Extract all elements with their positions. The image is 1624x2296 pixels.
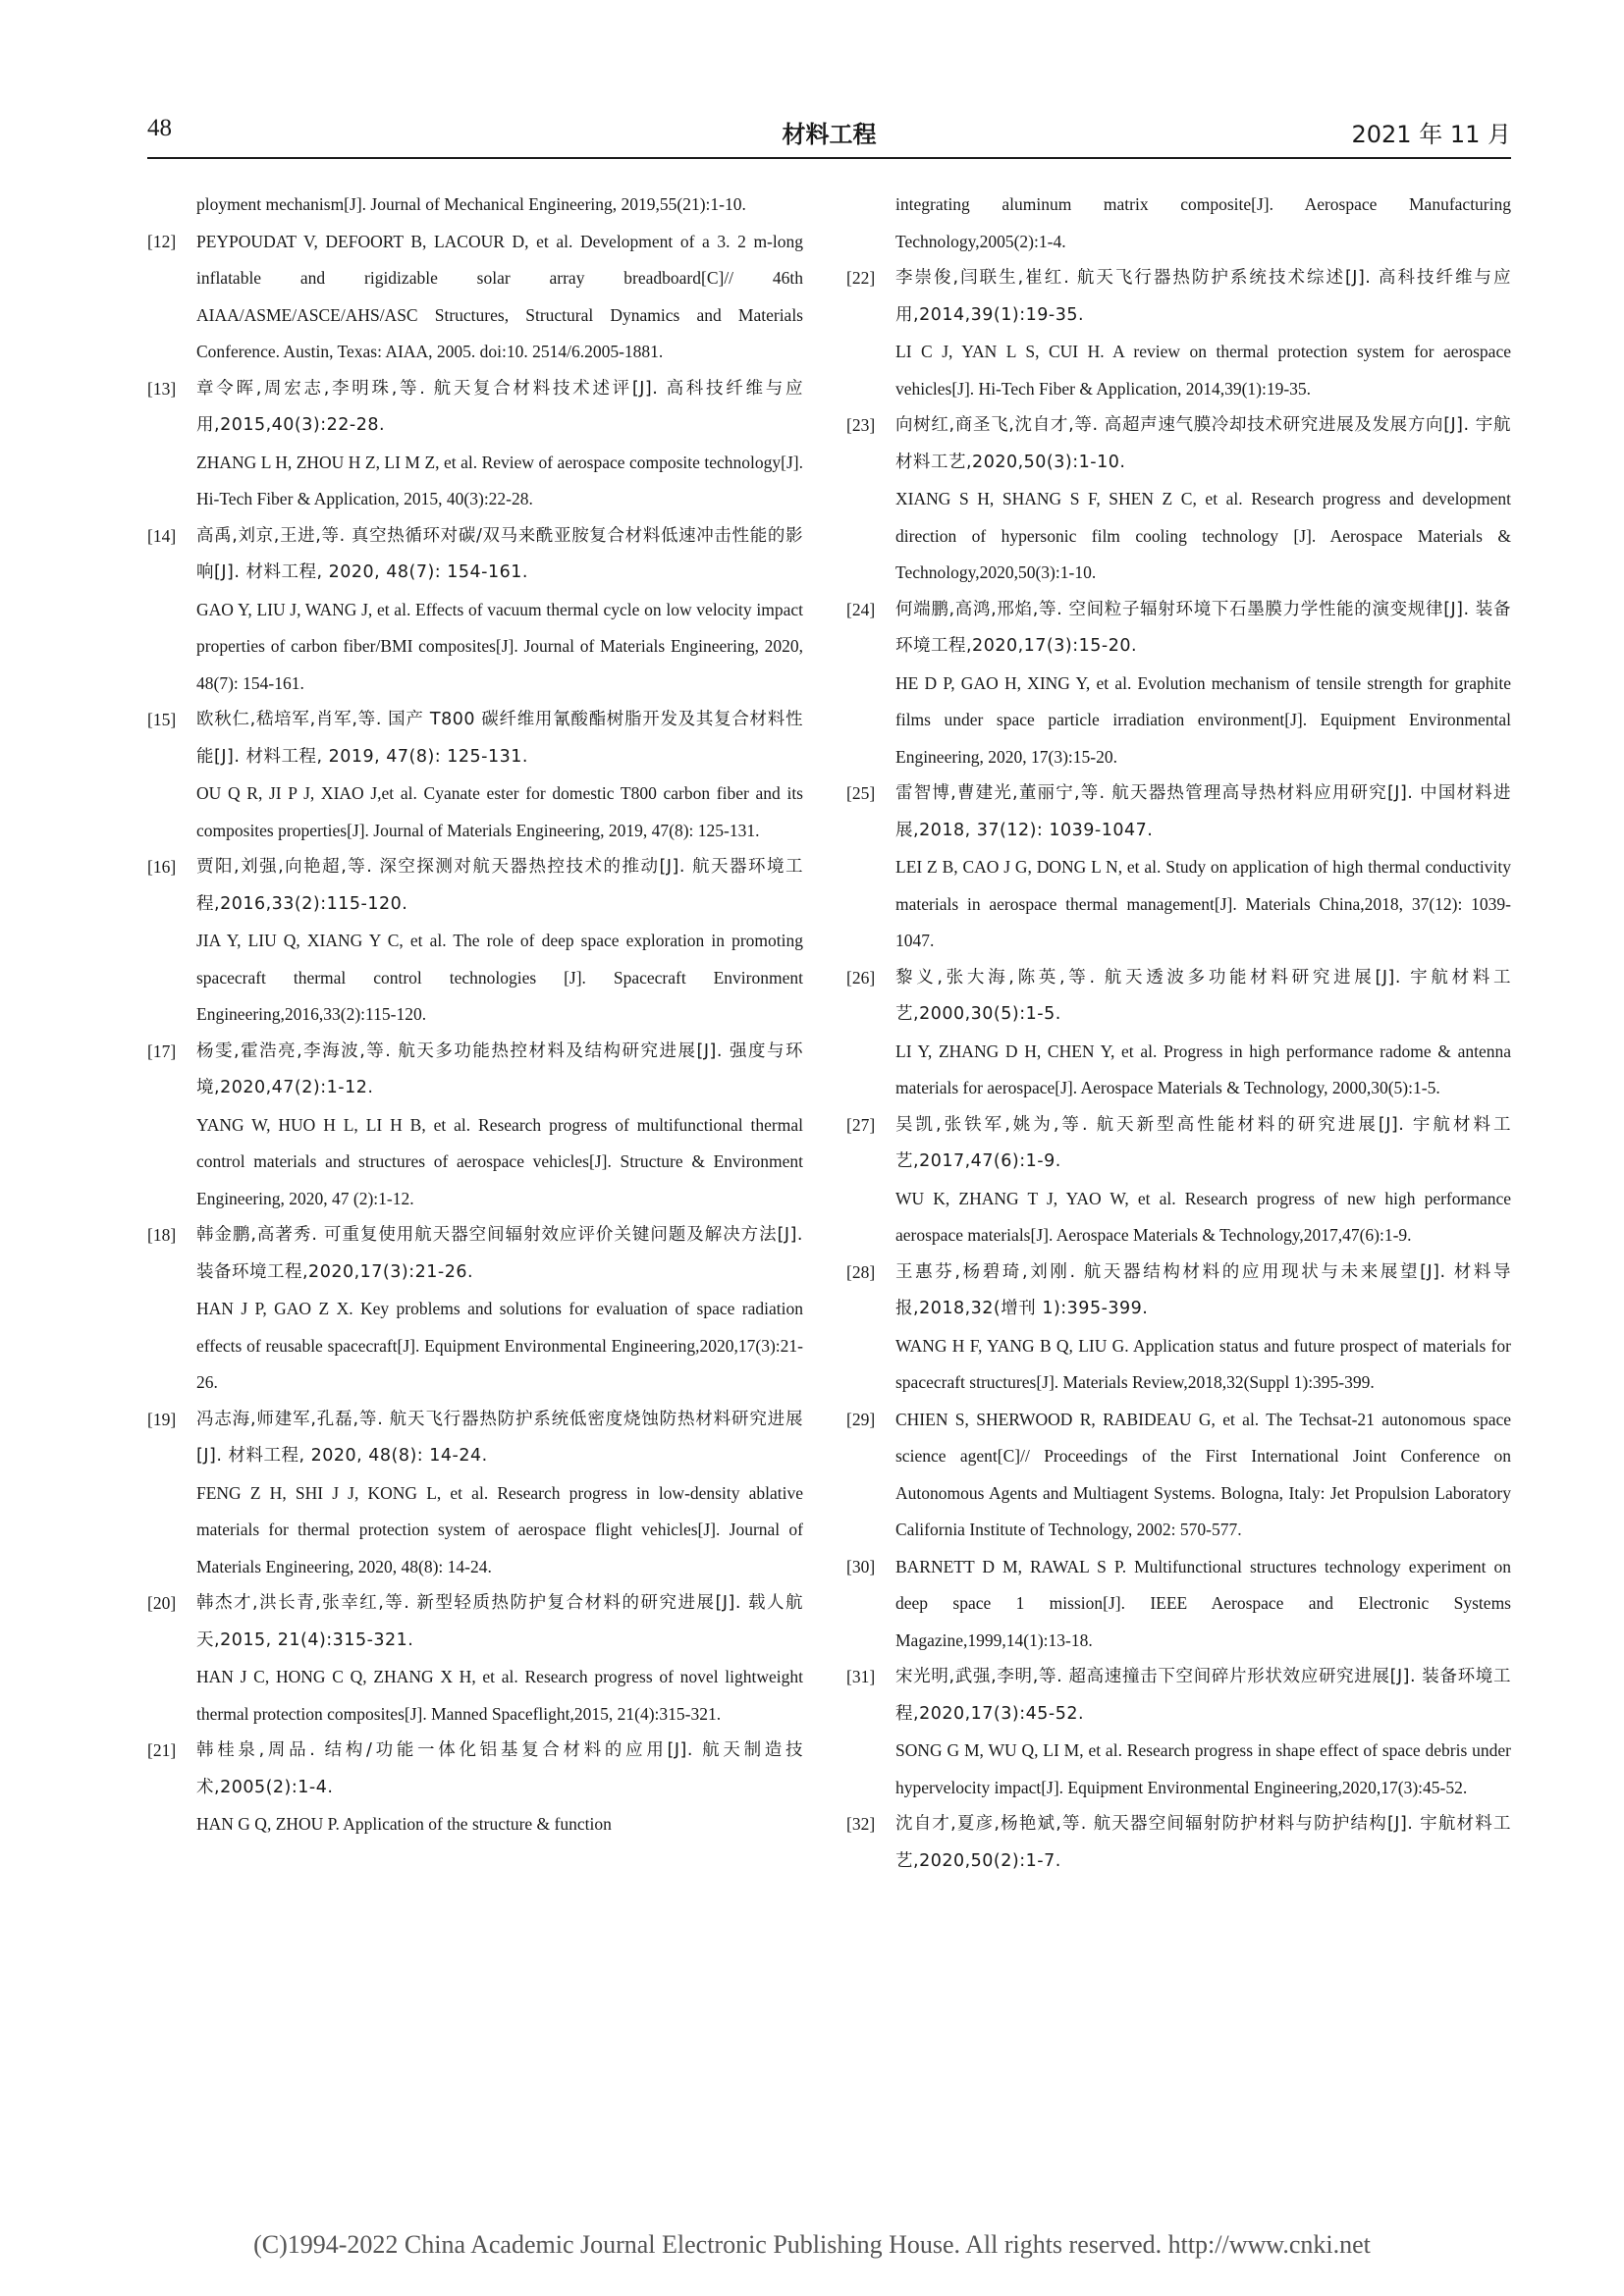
page-number: 48 xyxy=(147,115,172,141)
reference-text-chinese: 杨雯,霍浩亮,李海波,等. 航天多功能热控材料及结构研究进展[J]. 强度与环境,2020,47(2):1-12. xyxy=(196,1041,803,1097)
reference-number: [27] xyxy=(846,1114,876,1135)
reference-text-english: WU K, ZHANG T J, YAO W, et al. Research progress of new high performance aerospace materials[J]. Aerospace Materials & Technology,2017,47(6):1-9. xyxy=(895,1188,1511,1245)
page-header xyxy=(147,115,1511,154)
reference-text-chinese: 黎义,张大海,陈英,等. 航天透波多功能材料研究进展[J]. 宇航材料工艺,2000,30(5):1-5. xyxy=(895,967,1511,1024)
right-column xyxy=(846,187,1511,1880)
reference-text-chinese: 韩杰才,洪长青,张幸红,等. 新型轻质热防护复合材料的研究进展[J]. 载人航天,2015, 21(4):315-321. xyxy=(196,1593,803,1650)
reference-text-english: LI C J, YAN L S, CUI H. A review on thermal protection system for aerospace vehicles[J]. Hi-Tech Fiber & Application, 2014,39(1):19-35. xyxy=(895,342,1511,399)
reference-text-chinese: 欧秋仁,嵇培军,肖军,等. 国产 T800 碳纤维用氰酸酯树脂开发及其复合材料性能[J]. 材料工程, 2019, 47(8): 125-131. xyxy=(196,710,803,767)
reference-text-english: JIA Y, LIU Q, XIANG Y C, et al. The role of deep space exploration in promoting spacecraft thermal control technologies [J]. Spacecraft Environment Engineering,2016,33(2):115-120. xyxy=(196,931,803,1024)
reference-entry xyxy=(147,1733,803,1843)
reference-number: [31] xyxy=(846,1667,876,1686)
reference-text-chinese: 高禹,刘京,王进,等. 真空热循环对碳/双马来酰亚胺复合材料低速冲击性能的影响[J]. 材料工程, 2020, 48(7): 154-161. xyxy=(196,525,803,582)
reference-number: [15] xyxy=(147,710,177,729)
left-column xyxy=(147,187,803,1843)
reference-text-chinese: 向树红,商圣飞,沈自才,等. 高超声速气膜冷却技术研究进展及发展方向[J]. 宇航材料工艺,2020,50(3):1-10. xyxy=(895,415,1511,472)
reference-text-chinese: 王惠芬,杨碧琦,刘刚. 航天器结构材料的应用现状与未来展望[J]. 材料导报,2018,32(增刊 1):395-399. xyxy=(895,1261,1511,1318)
copyright-footer: (C)1994-2022 China Academic Journal Electronic Publishing House. All rights reserved. http://www.cnki.net xyxy=(253,2230,1371,2259)
reference-number: [32] xyxy=(846,1814,876,1834)
reference-text-chinese: 雷智博,曹建光,董丽宁,等. 航天器热管理高导热材料应用研究[J]. 中国材料进展,2018, 37(12): 1039-1047. xyxy=(895,783,1511,840)
reference-entry xyxy=(846,407,1511,592)
issue-date: 2021 年 11 月 xyxy=(1351,121,1511,148)
reference-text-english: PEYPOUDAT V, DEFOORT B, LACOUR D, et al. Development of a 3. 2 m-long inflatable and rigidizable solar array breadboard[C]// 46th AIAA/ASME/ASCE/AHS/ASC Structures, Structural Dynamics and Materials Conference. Austin, Texas: AIAA, 2005. doi:10. 2514/6.2005-1881. xyxy=(196,231,803,361)
reference-text-chinese: 贾阳,刘强,向艳超,等. 深空探测对航天器热控技术的推动[J]. 航天器环境工程,2016,33(2):115-120. xyxy=(196,857,803,914)
reference-number: [22] xyxy=(846,268,876,288)
reference-entry xyxy=(846,1402,1511,1549)
reference-text-english: HAN J P, GAO Z X. Key problems and solutions for evaluation of space radiation effects of reusable spacecraft[J]. Equipment Environmental Engineering,2020,17(3):21-26. xyxy=(196,1299,803,1392)
journal-title: 材料工程 xyxy=(782,121,877,148)
reference-text-chinese: 韩金鹏,高著秀. 可重复使用航天器空间辐射效应评价关键问题及解决方法[J]. 装备环境工程,2020,17(3):21-26. xyxy=(196,1225,803,1282)
reference-entry xyxy=(147,1585,803,1733)
reference-entry xyxy=(846,1255,1511,1402)
reference-text-chinese: 李崇俊,闫联生,崔红. 航天飞行器热防护系统技术综述[J]. 高科技纤维与应用,2014,39(1):19-35. xyxy=(895,268,1511,325)
reference-number: [14] xyxy=(147,525,177,546)
reference-entry xyxy=(846,775,1511,960)
reference-text-english: YANG W, HUO H L, LI H B, et al. Research progress of multifunctional thermal control materials and structures of aerospace vehicles[J]. Structure & Environment Engineering, 2020, 47 (2):1-12. xyxy=(196,1114,803,1208)
reference-entry xyxy=(846,1549,1511,1660)
reference-number: [18] xyxy=(147,1225,177,1245)
reference-entry xyxy=(846,260,1511,407)
reference-number: [29] xyxy=(846,1409,876,1429)
reference-entry xyxy=(147,849,803,1034)
reference-entry xyxy=(846,1806,1511,1880)
reference-entry xyxy=(846,960,1511,1107)
reference-number: [30] xyxy=(846,1556,876,1576)
reference-entry xyxy=(846,1659,1511,1806)
reference-text-english: OU Q R, JI P J, XIAO J,et al. Cyanate ester for domestic T800 carbon fiber and its composites properties[J]. Journal of Materials Engineering, 2019, 47(8): 125-131. xyxy=(196,783,803,840)
reference-entry xyxy=(147,1402,803,1586)
reference-text-english: LI Y, ZHANG D H, CHEN Y, et al. Progress in high performance radome & antenna materials for aerospace[J]. Aerospace Materials & Technology, 2000,30(5):1-5. xyxy=(895,1041,1511,1097)
reference-text-english: FENG Z H, SHI J J, KONG L, et al. Research progress in low-density ablative materials for thermal protection system of aerospace flight vehicles[J]. Journal of Materials Engineering, 2020, 48(8): 14-24. xyxy=(196,1482,803,1576)
reference-continuation: ployment mechanism[J]. Journal of Mechanical Engineering, 2019,55(21):1-10. xyxy=(196,194,746,214)
reference-text-english: HAN J C, HONG C Q, ZHANG X H, et al. Research progress of novel lightweight thermal protection composites[J]. Manned Spaceflight,2015, 21(4):315-321. xyxy=(196,1667,803,1724)
reference-continuation: integrating aluminum matrix composite[J]. Aerospace Manufacturing Technology,2005(2):1-4. xyxy=(895,194,1511,251)
reference-text-chinese: 沈自才,夏彦,杨艳斌,等. 航天器空间辐射防护材料与防护结构[J]. 宇航材料工艺,2020,50(2):1-7. xyxy=(895,1814,1511,1871)
reference-number: [23] xyxy=(846,415,876,435)
reference-number: [28] xyxy=(846,1261,876,1282)
reference-text-english: GAO Y, LIU J, WANG J, et al. Effects of vacuum thermal cycle on low velocity impact properties of carbon fiber/BMI composites[J]. Journal of Materials Engineering, 2020, 48(7): 154-161. xyxy=(196,599,803,693)
reference-number: [21] xyxy=(147,1740,177,1760)
reference-text-english: SONG G M, WU Q, LI M, et al. Research progress in shape effect of space debris under hypervelocity impact[J]. Equipment Environmental Engineering,2020,17(3):45-52. xyxy=(895,1740,1511,1797)
reference-text-english: HE D P, GAO H, XING Y, et al. Evolution mechanism of tensile strength for graphite films under space particle irradiation environment[J]. Equipment Environmental Engineering, 2020, 17(3):15-20. xyxy=(895,672,1511,767)
reference-text-chinese: 何端鹏,高鸿,邢焰,等. 空间粒子辐射环境下石墨膜力学性能的演变规律[J]. 装备环境工程,2020,17(3):15-20. xyxy=(895,599,1511,656)
reference-text-english: WANG H F, YANG B Q, LIU G. Application status and future prospect of materials for spacecraft structures[J]. Materials Review,2018,32(Suppl 1):395-399. xyxy=(895,1335,1511,1392)
reference-text-english: XIANG S H, SHANG S F, SHEN Z C, et al. Research progress and development direction of hypersonic film cooling technology [J]. Aerospace Materials & Technology,2020,50(3):1-10. xyxy=(895,489,1511,582)
reference-entry xyxy=(147,224,803,371)
reference-text-chinese: 韩桂泉,周品. 结构/功能一体化铝基复合材料的应用[J]. 航天制造技术,2005(2):1-4. xyxy=(196,1740,803,1797)
reference-text-english: HAN G Q, ZHOU P. Application of the structure & function xyxy=(196,1814,612,1834)
reference-number: [26] xyxy=(846,967,876,988)
reference-number: [25] xyxy=(846,783,876,803)
reference-entry xyxy=(846,1107,1511,1255)
reference-text-english: ZHANG L H, ZHOU H Z, LI M Z, et al. Review of aerospace composite technology[J]. Hi-Tech Fiber & Application, 2015, 40(3):22-28. xyxy=(196,452,803,508)
reference-number: [19] xyxy=(147,1409,177,1429)
reference-entry xyxy=(147,1217,803,1402)
reference-entry xyxy=(147,371,803,518)
reference-number: [17] xyxy=(147,1041,177,1061)
reference-text-chinese: 冯志海,师建军,孔磊,等. 航天飞行器热防护系统低密度烧蚀防热材料研究进展[J]. 材料工程, 2020, 48(8): 14-24. xyxy=(196,1409,803,1466)
reference-number: [12] xyxy=(147,231,177,251)
reference-text-chinese: 吴凯,张铁军,姚为,等. 航天新型高性能材料的研究进展[J]. 宇航材料工艺,2017,47(6):1-9. xyxy=(895,1114,1511,1171)
header-rule xyxy=(147,157,1511,159)
reference-entry xyxy=(846,592,1511,776)
reference-entry xyxy=(147,1034,803,1218)
reference-number: [20] xyxy=(147,1593,177,1613)
reference-number: [13] xyxy=(147,378,177,399)
reference-text-chinese: 章令晖,周宏志,李明珠,等. 航天复合材料技术述评[J]. 高科技纤维与应用,2015,40(3):22-28. xyxy=(196,378,803,435)
reference-text-english: BARNETT D M, RAWAL S P. Multifunctional structures technology experiment on deep space 1 mission[J]. IEEE Aerospace and Electronic Systems Magazine,1999,14(1):13-18. xyxy=(895,1556,1511,1650)
reference-entry xyxy=(147,702,803,849)
reference-text-english: LEI Z B, CAO J G, DONG L N, et al. Study on application of high thermal conductivity materials in aerospace thermal management[J]. Materials China,2018, 37(12): 1039-1047. xyxy=(895,857,1511,950)
reference-number: [24] xyxy=(846,599,876,619)
reference-text-english: CHIEN S, SHERWOOD R, RABIDEAU G, et al. The Techsat-21 autonomous space science agent[C]// Proceedings of the First International Joint Conference on Autonomous Agents and Multiagent Systems. Bologna, Italy: Jet Propulsion Laboratory California Institute of Technology, 2002: 570-577. xyxy=(895,1409,1511,1539)
reference-number: [16] xyxy=(147,857,177,877)
reference-entry xyxy=(147,518,803,703)
reference-text-chinese: 宋光明,武强,李明,等. 超高速撞击下空间碎片形状效应研究进展[J]. 装备环境工程,2020,17(3):45-52. xyxy=(895,1667,1511,1724)
